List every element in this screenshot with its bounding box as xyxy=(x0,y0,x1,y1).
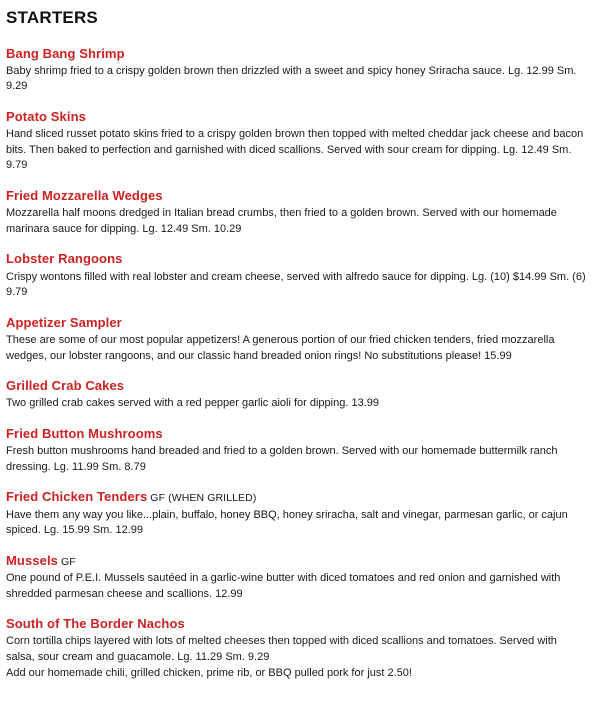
menu-item-description: Mozzarella half moons dredged in Italian bread crumbs, then fried to a golden brown. Served with our homemade marinara sauce for dipping. Lg. 12.49 Sm. 10.29 xyxy=(6,207,557,235)
menu-item-header xyxy=(6,614,586,633)
menu-item-name: Potato Skins xyxy=(6,108,86,124)
menu-item-diet-tag: GF (WHEN GRILLED) xyxy=(150,492,257,505)
menu-item-header xyxy=(6,487,586,506)
menu-item-description: Corn tortilla chips layered with lots of melted cheeses then topped with diced scallions and tomatoes. Served with salsa, sour cream and guacamole. Lg. 11.29 Sm. 9.29 xyxy=(6,635,557,663)
menu-item-header xyxy=(6,424,586,443)
menu-item-name: Fried Mozzarella Wedges xyxy=(6,187,163,203)
menu-item-description: Crispy wontons filled with real lobster and cream cheese, served with alfredo sauce for dipping. Lg. (10) $14.99 Sm. (6) 9.79 xyxy=(6,270,586,299)
menu-item-name: Mussels xyxy=(6,552,59,568)
menu-item-description: Fresh button mushrooms hand breaded and fried to a golden brown. Served with our homemade buttermilk ranch dressing. Lg. 11.99 Sm. 8.79 xyxy=(6,445,558,473)
menu-item xyxy=(6,376,586,412)
page-title: STARTERS xyxy=(6,8,98,27)
menu-item-description: Hand sliced russet potato skins fried to a crispy golden brown then topped with melted cheddar jack cheese and bacon bits. Then baked to perfection and garnished with diced scallions. Served with sour cream for dipping. Lg. 12.49 Sm. 9.79 xyxy=(6,128,584,172)
menu-item xyxy=(6,614,586,681)
menu-item xyxy=(6,186,586,237)
menu-item-diet-tag: GF xyxy=(61,555,76,568)
menu-item-header xyxy=(6,313,586,332)
menu-item-header xyxy=(6,44,586,63)
menu-item-name: Fried Chicken Tenders xyxy=(6,489,148,505)
menu-item-header xyxy=(6,376,586,395)
menu-item-name: Bang Bang Shrimp xyxy=(6,45,125,61)
menu-item-description: Baby shrimp fried to a crispy golden brown then drizzled with a sweet and spicy honey Sriracha sauce. Lg. 12.99 Sm. 9.29 xyxy=(6,64,577,93)
menu-item-header xyxy=(6,186,586,205)
menu-item-header xyxy=(6,551,586,570)
menu-item-description: One pound of P.E.I. Mussels sautéed in a garlic-wine butter with diced tomatoes and red onion and garnished with shredded parmesan cheese and scallions. 12.99 xyxy=(6,571,561,600)
menu-item-header xyxy=(6,107,586,126)
menu-item xyxy=(6,44,586,95)
menu-item xyxy=(6,313,586,364)
menu-item-description: Have them any way you like...plain, buffalo, honey BBQ, honey sriracha, salt and vinegar, parmesan garlic, or cajun spiced. Lg. 15.99 Sm. 12.99 xyxy=(6,508,568,537)
menu-item xyxy=(6,551,586,602)
menu-item-name: Fried Button Mushrooms xyxy=(6,425,163,441)
menu-item-name: Lobster Rangoons xyxy=(6,251,123,267)
menu-item-extra: Add our homemade chili, grilled chicken, prime rib, or BBQ pulled pork for just 2.50! xyxy=(6,666,412,679)
menu-item-header xyxy=(6,249,586,268)
menu-item-name: Appetizer Sampler xyxy=(6,314,122,330)
menu-item xyxy=(6,249,586,300)
menu-item xyxy=(6,487,586,538)
menu-item-description: These are some of our most popular appetizers! A generous portion of our fried chicken tenders, fried mozzarella wedges, our lobster rangoons, and our classic hand breaded onion rings! No substitutions please! 15.99 xyxy=(6,333,555,362)
menu-item-name: South of The Border Nachos xyxy=(6,616,185,632)
menu-item xyxy=(6,107,586,174)
menu-item-name: Grilled Crab Cakes xyxy=(6,378,125,394)
menu-item xyxy=(6,424,586,475)
menu-item-description: Two grilled crab cakes served with a red pepper garlic aioli for dipping. 13.99 xyxy=(6,397,379,410)
